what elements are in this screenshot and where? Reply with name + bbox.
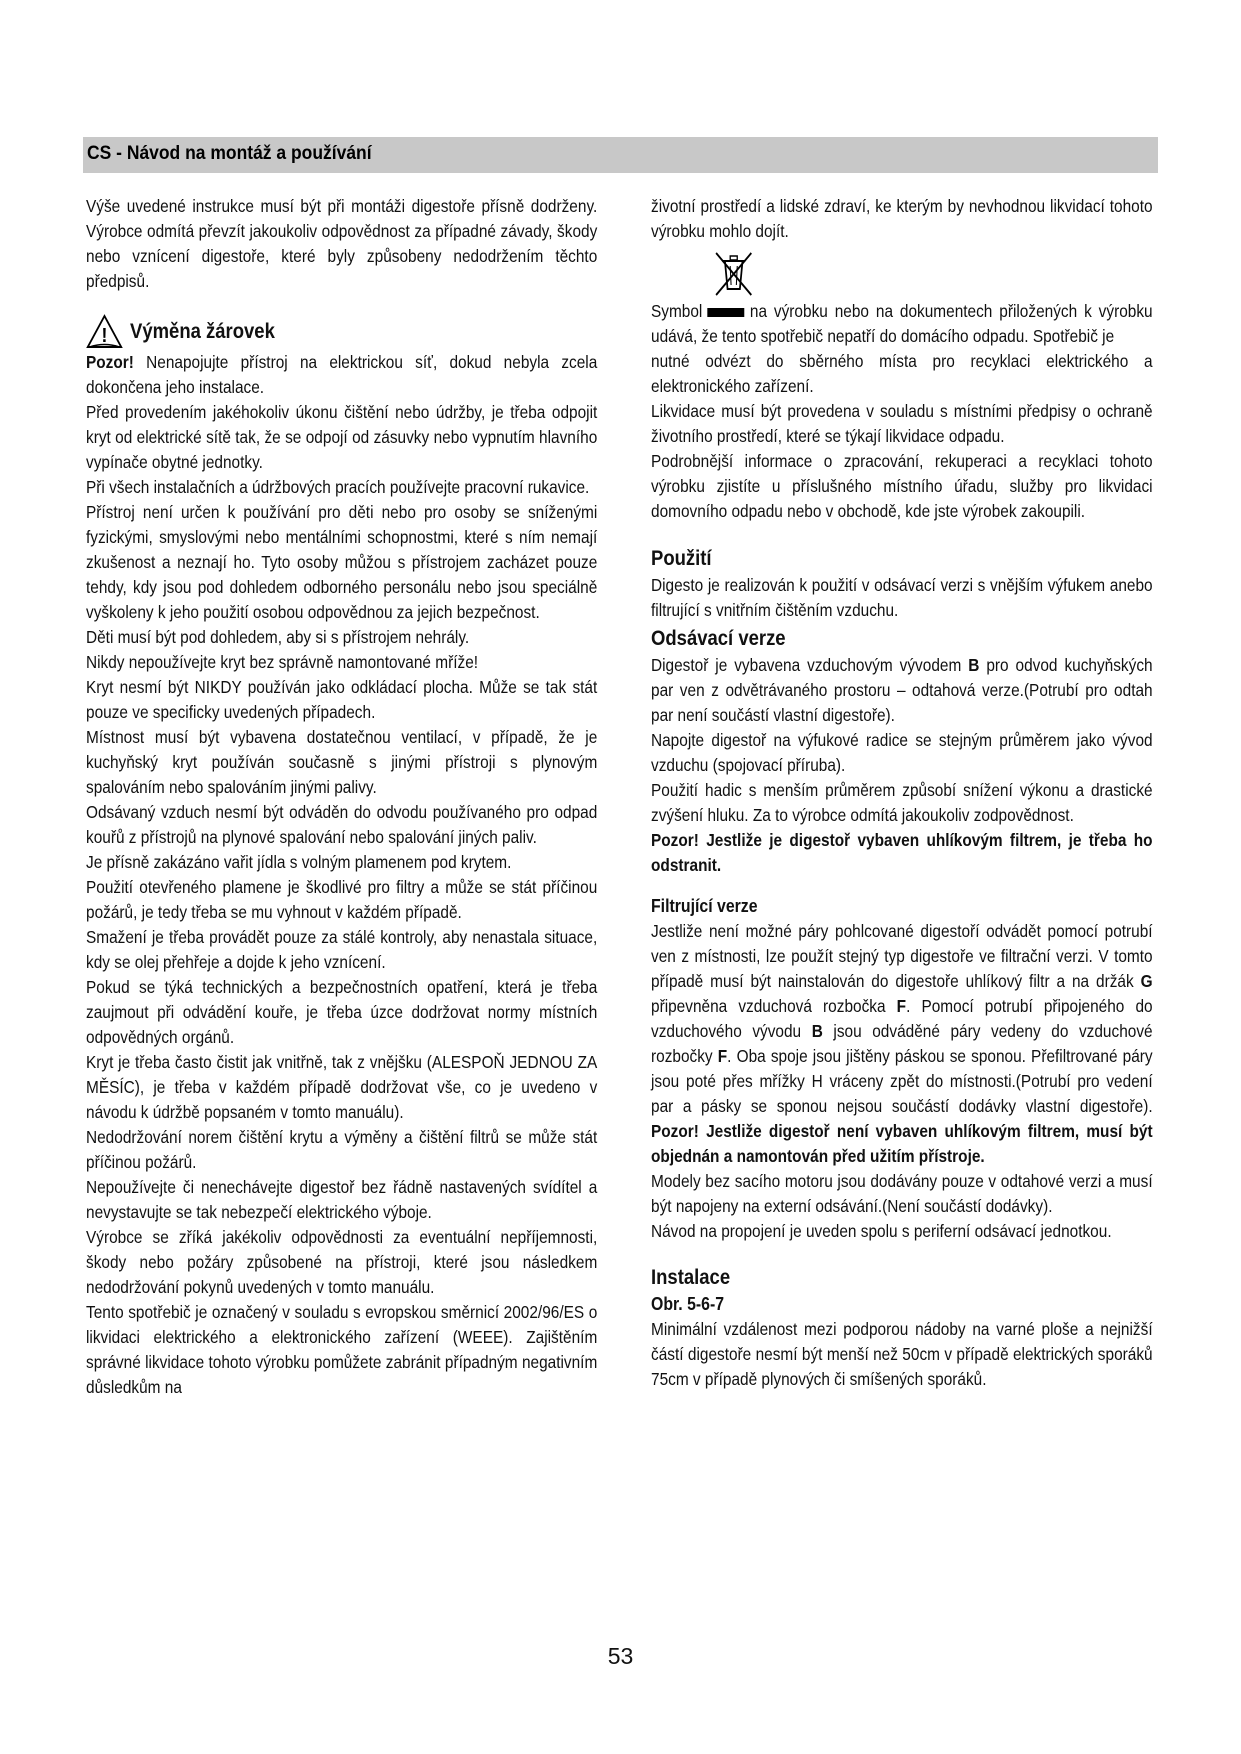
paragraph: Při všech instalačních a údržbových pracích používejte pracovní rukavice. [86,477,590,497]
left-column [86,194,597,1400]
symbol-paragraph [651,299,1153,349]
text-run: připevněna vzduchová rozbočka [651,996,897,1016]
bold-letter: B [811,1021,823,1041]
paragraph: Návod na propojení je uveden spolu s periferní odsávací jednotkou. [651,1221,1112,1241]
paragraph: Kryt je třeba často čistit jak vnitřně, tak z vnějšku (ALESPOŇ JEDNOU ZA MĚSÍC), je třeba v každém případě dodržovat vše, co je uvedeno v návodu k údržbě popsaném v tomto manuálu). [86,1052,598,1122]
paragraph: Pokud se týká technických a bezpečnostních opatření, která je třeba zaujmout při odvádění kouře, je třeba úzce dodržovat normy místních odpovědných orgánů. [86,977,598,1047]
figure-reference: Obr. 5-6-7 [651,1294,725,1314]
symbol-text-before: Symbol [651,301,703,321]
heading-filter-version: Filtrující verze [651,896,758,916]
warning-paragraph [86,350,597,400]
paragraph: Nikdy nepoužívejte kryt bez správně namontované mříže! [86,652,479,672]
text-run: jsou odváděné páry vedeny do vzduchové rozbočky [651,1021,1153,1066]
text-run: . Oba spoje jsou jištěny páskou se sponou. Přefiltrované páry jsou poté přes mřížky H vráceny zpět do místnosti.(Potrubí pro vedení par a pásky se sponou nejsou součástí dodávky vlastní digestoře). [651,1046,1153,1116]
right-column [651,194,1153,1392]
paragraph: Digesto je realizován k použití v odsávací verzi s vnějším výfukem anebo filtrující s vnitřním čištěním vzduchu. [651,575,1153,620]
heading-installation: Instalace [651,1266,731,1289]
black-bar-symbol-icon [708,308,745,317]
crossed-bin-icon [711,247,757,299]
paragraph: Děti musí být pod dohledem, aby si s přístrojem nehrály. [86,627,470,647]
exhaust-paragraph [651,653,1153,728]
paragraph: Napojte digestoř na výfukové radice se stejným průměrem jako vývod vzduchu (spojovací příruba). [651,730,1153,775]
text-run: . Pomocí potrubí připojeného do vzduchového vývodu [651,996,1153,1041]
filter-paragraph [651,919,1153,1169]
heading-usage: Použití [651,547,712,570]
warning-text: Pozor! Jestliže digestoř není vybaven uhlíkovým filtrem, musí být objednán a namontován před užitím přístroje. [651,1121,1153,1166]
paragraph: Smažení je třeba provádět pouze za stálé kontroly, aby nenastala situace, kdy se olej přehřeje a dojde k jeho vznícení. [86,927,598,972]
paragraph: Místnost musí být vybavena dostatečnou ventilací, v případě, že je kuchyňský kryt používán současně s jinými přístroji s plynovým spalováním nebo spalováním jinými palivy. [86,727,598,797]
paragraph: Před provedením jakéhokoliv úkonu čištění nebo údržby, je třeba odpojit kryt od elektrické sítě tak, že se odpojí od zásuvky nebo vypnutím hlavního vypínače obytné jednotky. [86,402,598,472]
paragraph: Modely bez sacího motoru jsou dodávány pouze v odtahové verzi a musí být napojeny na externí odsávání.(Není součástí dodávky). [651,1171,1153,1216]
paragraph: Nepoužívejte či nenechávejte digestoř bez řádně nastavených svídítel a nevystavujte se tak nebezpečí elektrického výboje. [86,1177,598,1222]
paragraph: Odsávaný vzduch nesmí být odváděn do odvodu používaného pro odpad kouřů z přístrojů na plynové spalování nebo spalování jiných paliv. [86,802,598,847]
paragraph: nutné odvézt do sběrného místa pro recyklaci elektrického a elektronického zařízení. [651,351,1153,396]
paragraph: Minimální vzdálenost mezi podporou nádoby na varné ploše a nejnižší částí digestoře nesmí být menší než 50cm v případě elektrických sporáků 75cm v případě plynových či smíšených sporáků. [651,1319,1153,1389]
intro-paragraph: Výše uvedené instrukce musí být při montáži digestoře přísně dodrženy. Výrobce odmítá převzít jakoukoliv odpovědnost za případné závady, škody nebo vznícení digestoře, které byly způsobeny nedodržením těchto předpisů. [86,196,598,291]
warning-paragraph [651,828,1153,878]
section-heading-bulbs [86,314,597,350]
section-header-bar [83,137,1158,173]
paragraph: Kryt nesmí být NIKDY používán jako odkládací plocha. Může se tak stát pouze ve specificky uvedených případech. [86,677,598,722]
paragraph: Výrobce se zříká jakékoliv odpovědnosti za eventuální nepříjemnosti, škody nebo požáry způsobené na přístroji, které jsou následkem nedodržování pokynů uvedených v tomto manuálu. [86,1227,598,1297]
warning-text: Pozor! Jestliže je digestoř vybaven uhlíkovým filtrem, je třeba ho odstranit. [651,830,1153,875]
bold-letter: B [968,655,980,675]
warning-text: Nenapojujte přístroj na elektrickou síť, dokud nebyla zcela dokončena jeho instalace. [86,352,598,397]
text-run: Jestliže není možné páry pohlcované digestoří odvádět pomocí potrubí ven z místnosti, lze použít stejný typ digestoře ve filtrační verzi. V tomto případě musí být nainstalován do digestoře uhlíkový filtr a na držák [651,921,1153,991]
symbol-text-after: na výrobku nebo na dokumentech přiložených k výrobku udává, že tento spotřebič nepatří do domácího odpadu. Spotřebič je [651,301,1153,346]
heading-exhaust-version: Odsávací verze [651,627,786,650]
bold-letter: G [1140,971,1153,991]
svg-text:!: ! [101,323,108,347]
page-number: 53 [607,1643,634,1669]
section-title: Výměna žárovek [130,320,275,343]
warning-label: Pozor! [86,352,134,372]
paragraph: Použití otevřeného plamene je škodlivé pro filtry a může se stát příčinou požárů, je tedy třeba se mu vyhnout v každém případě. [86,877,598,922]
paragraph: Je přísně zakázáno vařit jídla s volným plamenem pod krytem. [86,852,512,872]
bold-letter: F [896,996,907,1016]
paragraph: Nedodržování norem čištění krytu a výměny a čištění filtrů se může stát příčinou požárů. [86,1127,598,1172]
warning-triangle-icon [86,314,123,350]
paragraph: Podrobnější informace o zpracování, rekuperaci a recyklaci tohoto výrobku zjistíte u příslušného místního úřadu, služby pro likvidaci domovního odpadu nebo v obchodě, kde jste výrobek zakoupili. [651,451,1153,521]
bold-letter: F [717,1046,728,1066]
paragraph: Tento spotřebič je označený v souladu s evropskou směrnicí 2002/96/ES o likvidaci elektrického a elektronického zařízení (WEEE). Zajištěním správné likvidace tohoto výrobku pomůžete zabránit případným negativním důsledkům na [86,1302,598,1397]
text-run: pro odvod kuchyňských par ven z odvětrávaného prostoru – odtahová verze.(Potrubí pro odtah par není součástí vlastní digestoře). [651,655,1153,725]
paragraph: Likvidace musí být provedena v souladu s místními předpisy o ochraně životního prostředí, které se týkají likvidace odpadu. [651,401,1153,446]
paragraph: životní prostředí a lidské zdraví, ke kterým by nevhodnou likvidací tohoto výrobku mohlo dojít. [651,196,1153,241]
paragraph: Přístroj není určen k používání pro děti nebo pro osoby se sníženými fyzickými, smyslovými nebo mentálními schopnostmi, které s ním nemají zkušenost a neznají ho. Tyto osoby můžou s přístrojem zacházet pouze tehdy, kdy jsou pod dohledem odborného personálu nebo jsou speciálně vyškoleny k jeho použití osobou odpovědnou za jejich bezpečnost. [86,502,598,622]
paragraph: Použití hadic s menším průměrem způsobí snížení výkonu a drastické zvýšení hluku. Za to výrobce odmítá jakoukoliv zodpovědnost. [651,780,1153,825]
text-run: Digestoř je vybavena vzduchovým vývodem [651,655,969,675]
page-title: CS - Návod na montáž a používání [87,143,372,164]
